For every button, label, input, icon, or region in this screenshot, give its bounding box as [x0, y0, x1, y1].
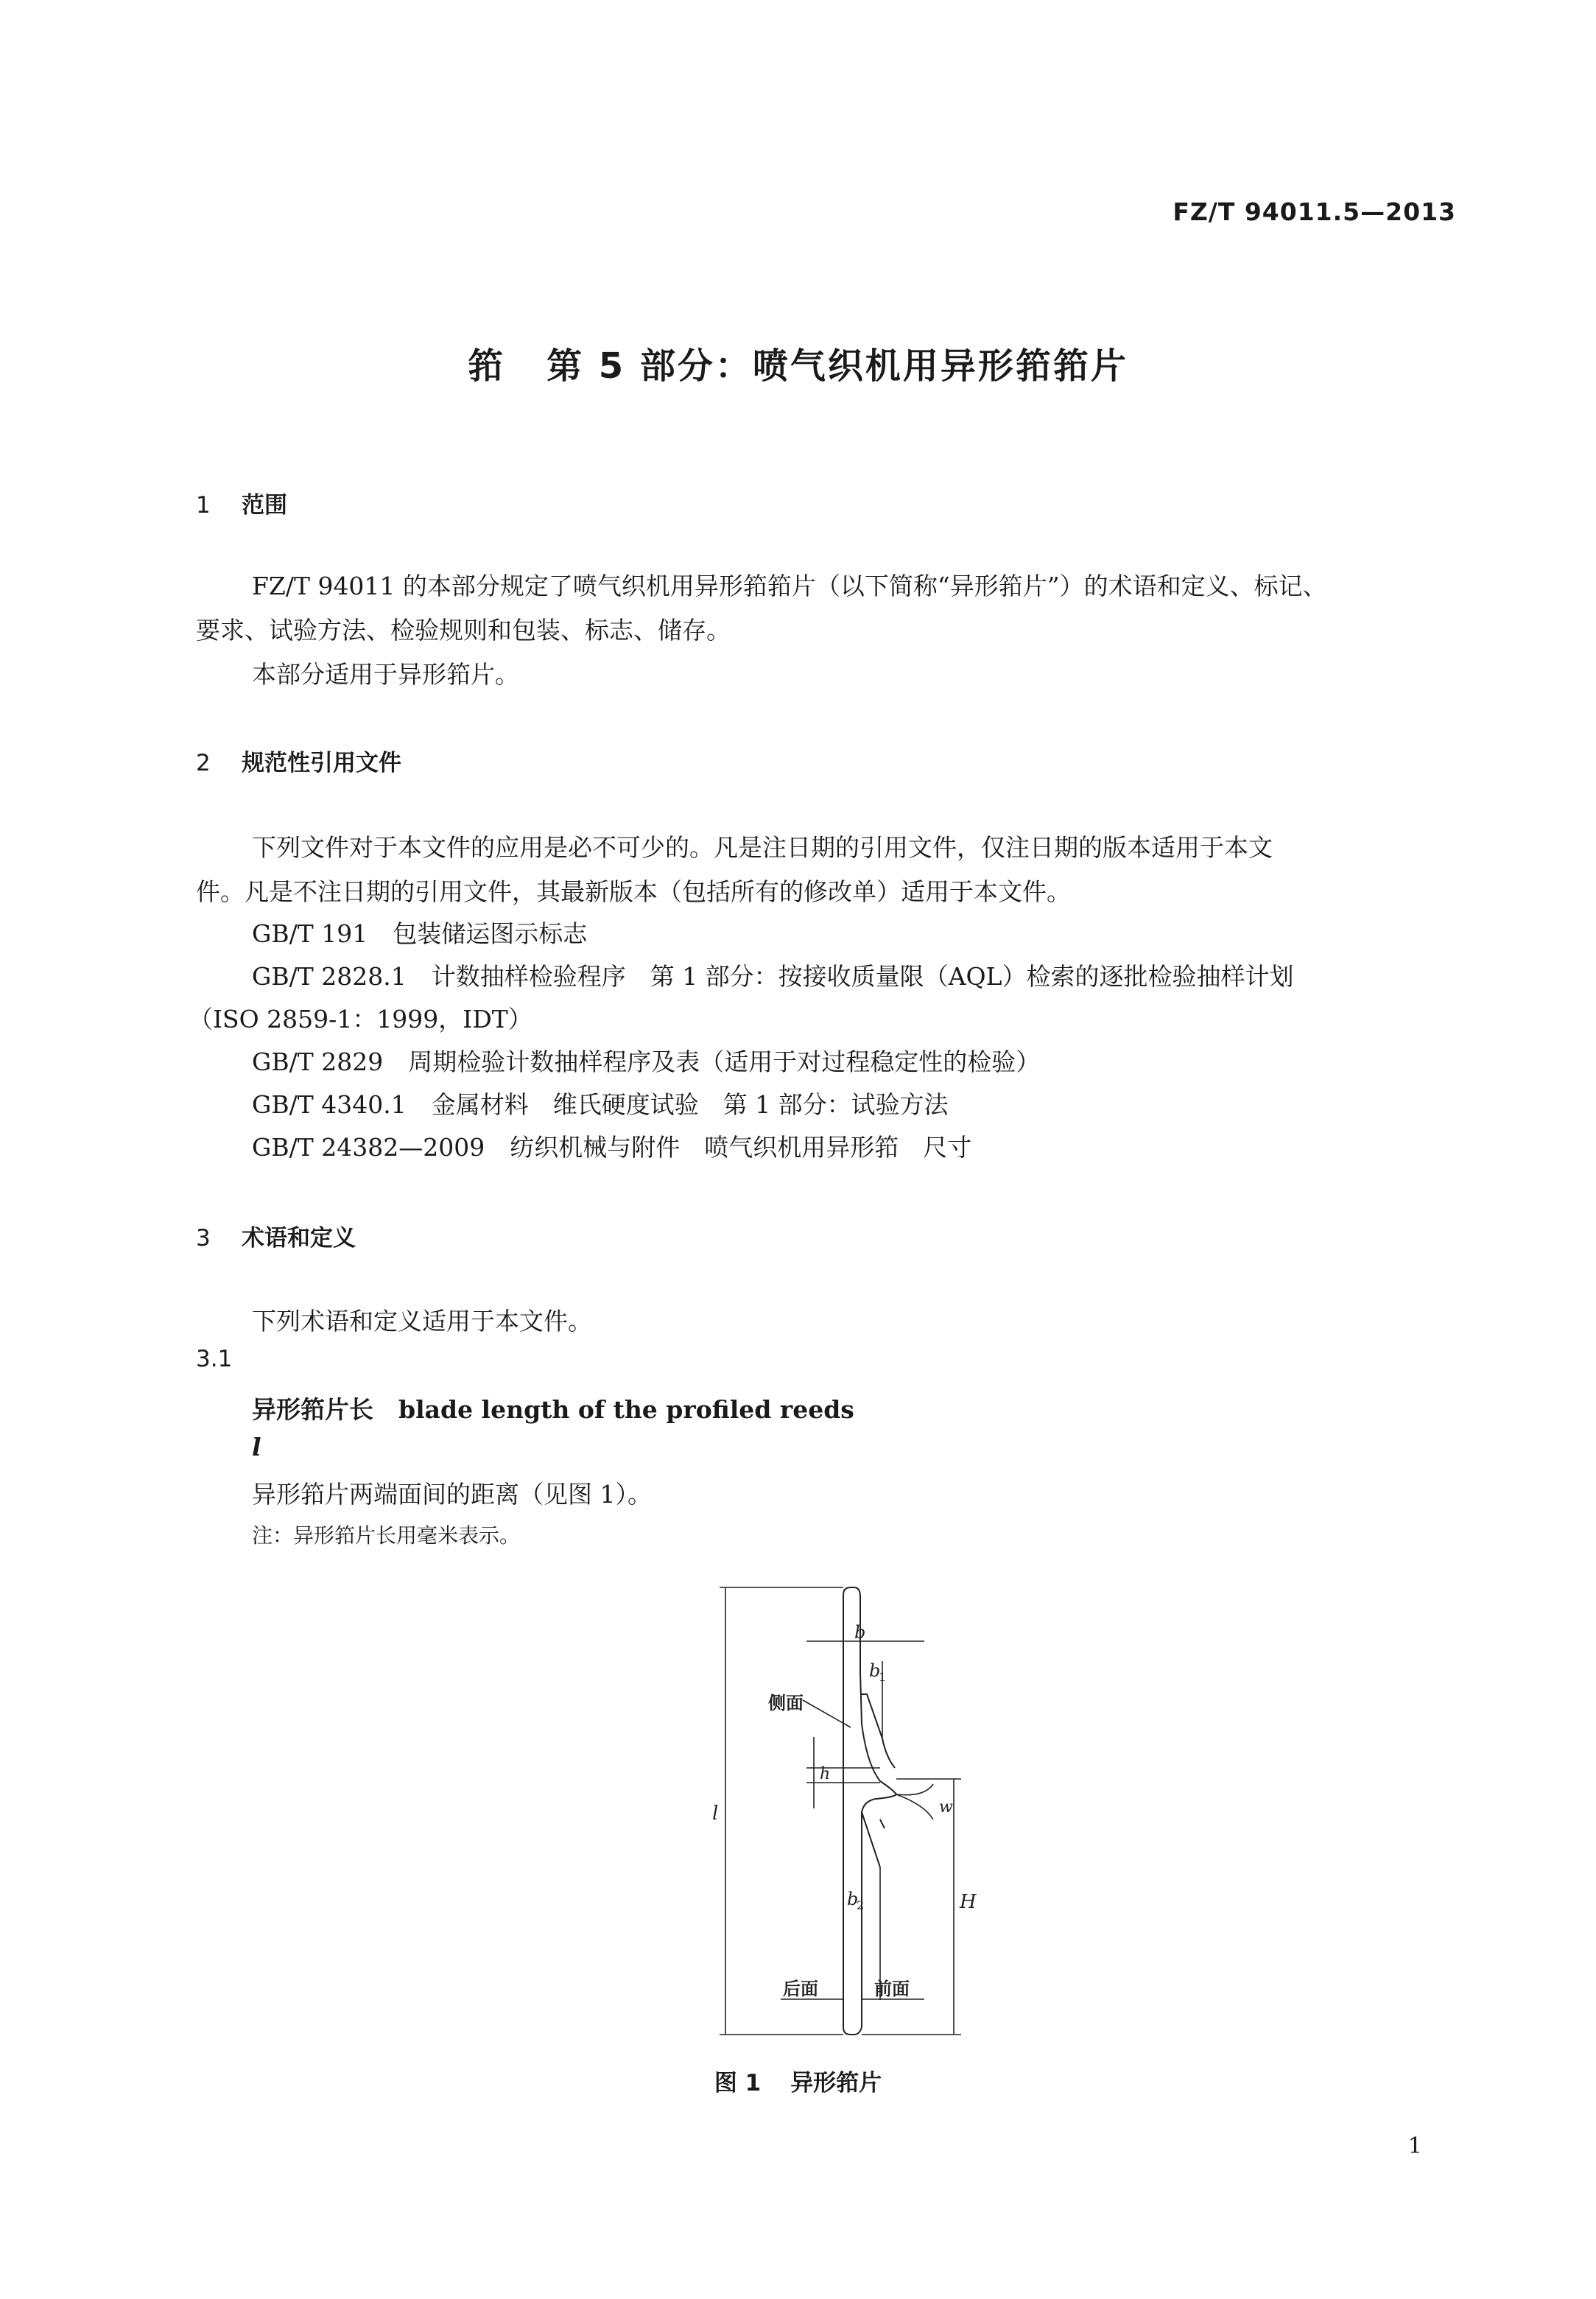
reference-code: GB/T 2828.1: [252, 962, 407, 991]
section-3-title: 术语和定义: [242, 1225, 356, 1252]
section-3-intro: 下列术语和定义适用于本文件。: [252, 1307, 592, 1335]
dim-H-label: H: [960, 1891, 977, 1913]
document-code: FZ/T 94011.5—2013: [1173, 197, 1456, 226]
term-note: 注：异形筘片长用毫米表示。: [252, 1523, 521, 1548]
reference-title: 金属材料 维氏硬度试验 第 1 部分：试验方法: [431, 1090, 949, 1119]
term-heading: [252, 1391, 854, 1425]
figure-caption-title: 异形筘片: [790, 2070, 882, 2096]
blade-outline: [843, 1587, 896, 2035]
section-1-para1-line2: 要求、试验方法、检验规则和包装、标志、储存。: [196, 616, 731, 645]
section-1-number: 1: [196, 492, 211, 519]
dim-l-label: l: [712, 1803, 719, 1825]
dim-b1-sub: 1: [879, 1670, 887, 1684]
title-part2: 第 5 部分：喷气织机用异形筘筘片: [546, 345, 1128, 387]
page-number: 1: [1407, 2133, 1422, 2159]
reference-item: [252, 915, 587, 950]
reference-code: GB/T 4340.1: [252, 1090, 407, 1119]
section-3-number: 3: [196, 1225, 211, 1252]
term-chinese: 异形筘片长: [252, 1395, 373, 1424]
dim-b2-label: b: [847, 1889, 859, 1909]
title-part1: 筘: [468, 345, 506, 387]
term-symbol: l: [252, 1433, 261, 1461]
reference-continuation: （ISO 2859-1：1999，IDT）: [189, 1005, 532, 1033]
profile-curve: [860, 1694, 895, 1867]
section-2-title: 规范性引用文件: [242, 750, 401, 776]
dim-w-arc: [896, 1784, 933, 1819]
section-3-heading: [196, 1219, 356, 1252]
term-number: 3.1: [196, 1346, 233, 1372]
reference-item: [252, 1129, 971, 1163]
dim-w-label: w: [939, 1798, 953, 1817]
section-2-para1-line1: 下列文件对于本文件的应用是必不可少的。凡是注日期的引用文件，仅注日期的版本适用于本文: [252, 833, 1273, 862]
section-2-para1-line2: 件。凡是不注日期的引用文件，其最新版本（包括所有的修改单）适用于本文件。: [196, 877, 1071, 906]
reference-title: 包装储运图示标志: [393, 919, 588, 948]
document-title: [0, 337, 1596, 388]
dim-b-label: b: [854, 1622, 866, 1643]
reference-title: 纺织机械与附件 喷气织机用异形筘 尺寸: [510, 1133, 972, 1162]
section-2-heading: [196, 744, 401, 777]
reference-item: [252, 1043, 1040, 1078]
term-english: blade length of the profiled reeds: [398, 1395, 854, 1424]
figure-caption-number: 图 1: [714, 2070, 762, 2096]
figure-caption: [0, 2064, 1596, 2097]
section-1-heading: [196, 486, 287, 519]
dim-h-label: h: [820, 1765, 831, 1783]
reed-blade-figure: [703, 1576, 983, 2048]
dim-b1-label: b: [869, 1660, 881, 1681]
term-definition: 异形筘片两端面间的距离（见图 1）。: [252, 1480, 652, 1509]
section-1-para1-line1: FZ/T 94011 的本部分规定了喷气织机用异形筘筘片（以下简称“异形筘片”）的术语和定义、标记、: [252, 572, 1327, 600]
front-label: 前面: [874, 1978, 910, 1999]
reference-item: [252, 958, 1293, 992]
reference-code: GB/T 24382—2009: [252, 1133, 485, 1162]
reference-title: 计数抽样检验程序 第 1 部分：按接收质量限（AQL）检索的逐批检验抽样计划: [431, 962, 1294, 991]
section-1-title: 范围: [242, 492, 287, 519]
reference-code: GB/T 2829: [252, 1047, 384, 1076]
reference-title: 周期检验计数抽样程序及表（适用于对过程稳定性的检验）: [408, 1047, 1041, 1076]
section-1-para2: 本部分适用于异形筘片。: [252, 660, 519, 689]
side-label: 侧面: [768, 1692, 804, 1713]
dim-b2-sub: 2: [857, 1898, 865, 1912]
back-label: 后面: [783, 1978, 818, 1999]
section-2-number: 2: [196, 750, 211, 776]
reference-code: GB/T 191: [252, 919, 368, 948]
reference-item: [252, 1086, 949, 1120]
